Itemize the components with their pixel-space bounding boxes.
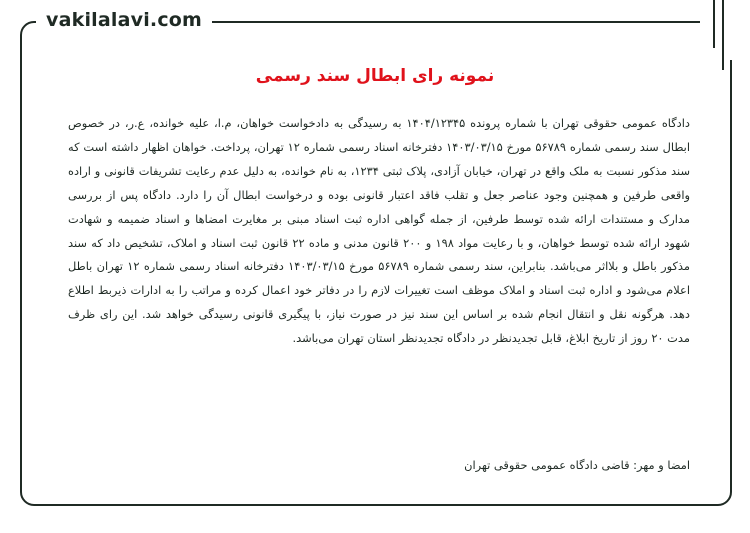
document-title: نمونه رای ابطال سند رسمی: [255, 66, 495, 86]
frame-corner-gap: [700, 0, 750, 60]
frame-right-border: [730, 60, 732, 460]
document-body: دادگاه عمومی حقوقی تهران با شماره پرونده ۱۴۰۴/۱۲۳۴۵ به رسیدگی به دادخواست خواهان، م.ا، علیه خوانده، ع.ر، در خصوص ابطال سند رسمی شماره ۵۶۷۸۹ مورخ ۱۴۰۳/۰۳/۱۵ دفترخانه اسناد رسمی شماره ۱۲ تهران، پرداخت. خواهان اظهار داشته است که سند مذکور نسبت به ملک واقع در تهران، خیابان آزادی، پلاک ثبتی ۱۲۳۴، به نام خوانده، به دلیل عدم رعایت تشریفات قانونی و اراده واقعی طرفین و همچنین وجود عناصر جعل و تقلب فاقد اعتبار قانونی بوده و درخواست ابطال آن را دارد. دادگاه پس از بررسی مدارک و مستندات ارائه شده توسط طرفین، از جمله گواهی اداره ثبت اسناد مبنی بر مغایرت امضاها و اسناد ضمیمه و شهادت شهود ارائه شده توسط خواهان، و با رعایت مواد ۱۹۸ و ۲۰۰ قانون مدنی و ماده ۲۲ قانون ثبت اسناد و املاک، تشخیص داد که سند مذکور باطل و بلااثر می‌باشد. بنابراین، سند رسمی شماره ۵۶۷۸۹ مورخ ۱۴۰۳/۰۳/۱۵ دفترخانه اسناد رسمی شماره ۱۲ تهران باطل اعلام می‌شود و اداره ثبت اسناد و املاک موظف است تغییرات لازم را در دفاتر خود اعمال کرده و مراتب را به ادارات ذیربط اطلاع دهد. هرگونه نقل و انتقال انجام شده بر اساس این سند نیز در صورت نیاز، با پیگیری قانونی رسیدگی خواهد شد. این رای ظرف مدت ۲۰ روز از تاریخ ابلاغ، قابل تجدیدنظر در دادگاه تجدیدنظر استان تهران می‌باشد.: [68, 116, 690, 346]
site-watermark: vakilalavi.com: [36, 7, 212, 33]
decorative-vertical-line: [722, 0, 724, 70]
signature-line: امضا و مهر: قاضی دادگاه عمومی حقوقی تهران: [464, 458, 690, 472]
decorative-vertical-line: [713, 0, 715, 48]
